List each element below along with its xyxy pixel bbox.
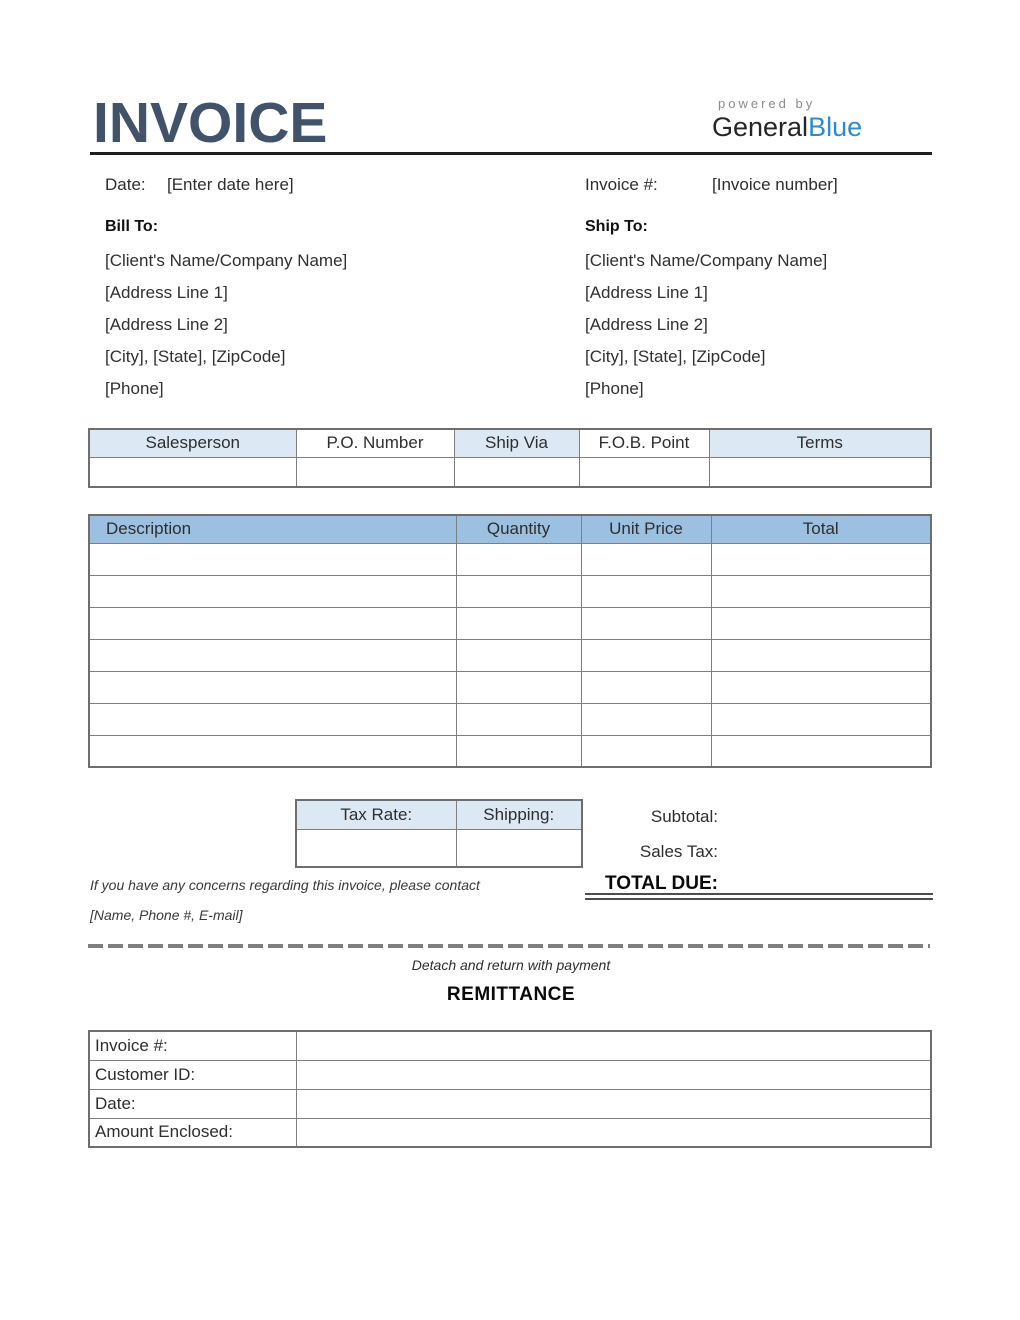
po-number-cell[interactable]: [296, 457, 454, 487]
shipping-cell[interactable]: [456, 829, 582, 867]
item-quantity-cell[interactable]: [456, 639, 581, 671]
item-quantity-cell[interactable]: [456, 607, 581, 639]
contact-note-line1: If you have any concerns regarding this invoice, please contact: [90, 877, 480, 893]
remittance-row: [89, 1089, 931, 1118]
bill-to-section: [105, 218, 525, 405]
remittance-row: [89, 1031, 931, 1060]
item-row: [89, 671, 931, 703]
date-label: Date:: [105, 175, 146, 194]
order-header-po-number: P.O. Number: [296, 429, 454, 457]
item-description-cell[interactable]: [89, 639, 456, 671]
item-unit-price-cell[interactable]: [581, 671, 711, 703]
remit-customer-id-label: Customer ID:: [89, 1060, 296, 1089]
total-due-underline: [585, 893, 933, 900]
item-unit-price-cell[interactable]: [581, 607, 711, 639]
ship-to-section: [585, 218, 1005, 405]
remittance-title: REMITTANCE: [446, 984, 576, 1005]
ship-to-address1-field[interactable]: [Address Line 1]: [585, 283, 708, 302]
terms-cell[interactable]: [709, 457, 931, 487]
items-header-total: Total: [711, 515, 931, 543]
item-total-cell[interactable]: [711, 639, 931, 671]
salesperson-cell[interactable]: [89, 457, 296, 487]
item-row: [89, 543, 931, 575]
remit-customer-id-cell[interactable]: [296, 1060, 931, 1089]
item-quantity-cell[interactable]: [456, 735, 581, 767]
remittance-table: [88, 1030, 932, 1148]
line-items-table: [88, 514, 932, 768]
ship-to-label: Ship To:: [585, 218, 648, 235]
tax-rate-cell[interactable]: [296, 829, 456, 867]
order-value-row: [89, 457, 931, 487]
invoice-number-field[interactable]: [Invoice number]: [712, 175, 838, 194]
item-description-cell[interactable]: [89, 735, 456, 767]
items-header-quantity: Quantity: [456, 515, 581, 543]
item-row: [89, 575, 931, 607]
tax-shipping-table: [295, 799, 583, 868]
item-total-cell[interactable]: [711, 543, 931, 575]
remit-date-label: Date:: [89, 1089, 296, 1118]
powered-by-text: powered by: [718, 96, 816, 111]
item-total-cell[interactable]: [711, 607, 931, 639]
subtotal-label: Subtotal:: [650, 807, 718, 826]
order-header-terms: Terms: [709, 429, 931, 457]
brand-logo: [712, 96, 862, 142]
ship-to-phone-field[interactable]: [Phone]: [585, 379, 644, 398]
ship-to-name-field[interactable]: [Client's Name/Company Name]: [585, 251, 828, 270]
item-unit-price-cell[interactable]: [581, 735, 711, 767]
item-description-cell[interactable]: [89, 607, 456, 639]
total-due-label: TOTAL DUE:: [605, 873, 718, 894]
header-divider: [90, 152, 932, 155]
sales-tax-label: Sales Tax:: [639, 842, 718, 861]
invoice-number-label: Invoice #:: [585, 175, 658, 194]
brand-name: [712, 112, 862, 142]
ship-via-cell[interactable]: [454, 457, 579, 487]
contact-note-line2[interactable]: [Name, Phone #, E-mail]: [90, 907, 243, 923]
remit-amount-enclosed-label: Amount Enclosed:: [89, 1118, 296, 1147]
item-description-cell[interactable]: [89, 575, 456, 607]
bill-to-address2-field[interactable]: [Address Line 2]: [105, 315, 228, 334]
items-header-description: Description: [89, 515, 456, 543]
remittance-row: [89, 1118, 931, 1147]
tax-rate-header: Tax Rate:: [296, 800, 456, 829]
detach-text: Detach and return with payment: [411, 957, 611, 973]
remit-amount-enclosed-cell[interactable]: [296, 1118, 931, 1147]
item-total-cell[interactable]: [711, 671, 931, 703]
item-row: [89, 703, 931, 735]
order-info-table: [88, 428, 932, 488]
item-total-cell[interactable]: [711, 575, 931, 607]
item-unit-price-cell[interactable]: [581, 575, 711, 607]
brand-blue-text: Blue: [808, 112, 863, 142]
item-quantity-cell[interactable]: [456, 703, 581, 735]
fob-point-cell[interactable]: [579, 457, 709, 487]
item-quantity-cell[interactable]: [456, 543, 581, 575]
ship-to-address2-field[interactable]: [Address Line 2]: [585, 315, 708, 334]
item-description-cell[interactable]: [89, 703, 456, 735]
item-description-cell[interactable]: [89, 543, 456, 575]
item-description-cell[interactable]: [89, 671, 456, 703]
item-total-cell[interactable]: [711, 735, 931, 767]
order-header-ship-via: Ship Via: [454, 429, 579, 457]
bill-to-name-field[interactable]: [Client's Name/Company Name]: [105, 251, 348, 270]
item-total-cell[interactable]: [711, 703, 931, 735]
remit-invoice-number-label: Invoice #:: [89, 1031, 296, 1060]
item-quantity-cell[interactable]: [456, 575, 581, 607]
bill-to-address1-field[interactable]: [Address Line 1]: [105, 283, 228, 302]
order-header-salesperson: Salesperson: [89, 429, 296, 457]
detach-divider: [88, 944, 930, 948]
item-quantity-cell[interactable]: [456, 671, 581, 703]
items-header-unit-price: Unit Price: [581, 515, 711, 543]
order-header-fob-point: F.O.B. Point: [579, 429, 709, 457]
remit-date-cell[interactable]: [296, 1089, 931, 1118]
bill-to-city-field[interactable]: [City], [State], [ZipCode]: [105, 347, 286, 366]
ship-to-city-field[interactable]: [City], [State], [ZipCode]: [585, 347, 766, 366]
page-title: INVOICE: [93, 91, 328, 155]
item-row: [89, 735, 931, 767]
bill-to-label: Bill To:: [105, 218, 159, 235]
remit-invoice-number-cell[interactable]: [296, 1031, 931, 1060]
date-value-field[interactable]: [Enter date here]: [167, 175, 294, 194]
bill-to-phone-field[interactable]: [Phone]: [105, 379, 164, 398]
item-unit-price-cell[interactable]: [581, 543, 711, 575]
item-unit-price-cell[interactable]: [581, 639, 711, 671]
brand-general-text: General: [712, 112, 809, 142]
remittance-row: [89, 1060, 931, 1089]
item-unit-price-cell[interactable]: [581, 703, 711, 735]
shipping-header: Shipping:: [456, 800, 582, 829]
item-row: [89, 607, 931, 639]
item-row: [89, 639, 931, 671]
